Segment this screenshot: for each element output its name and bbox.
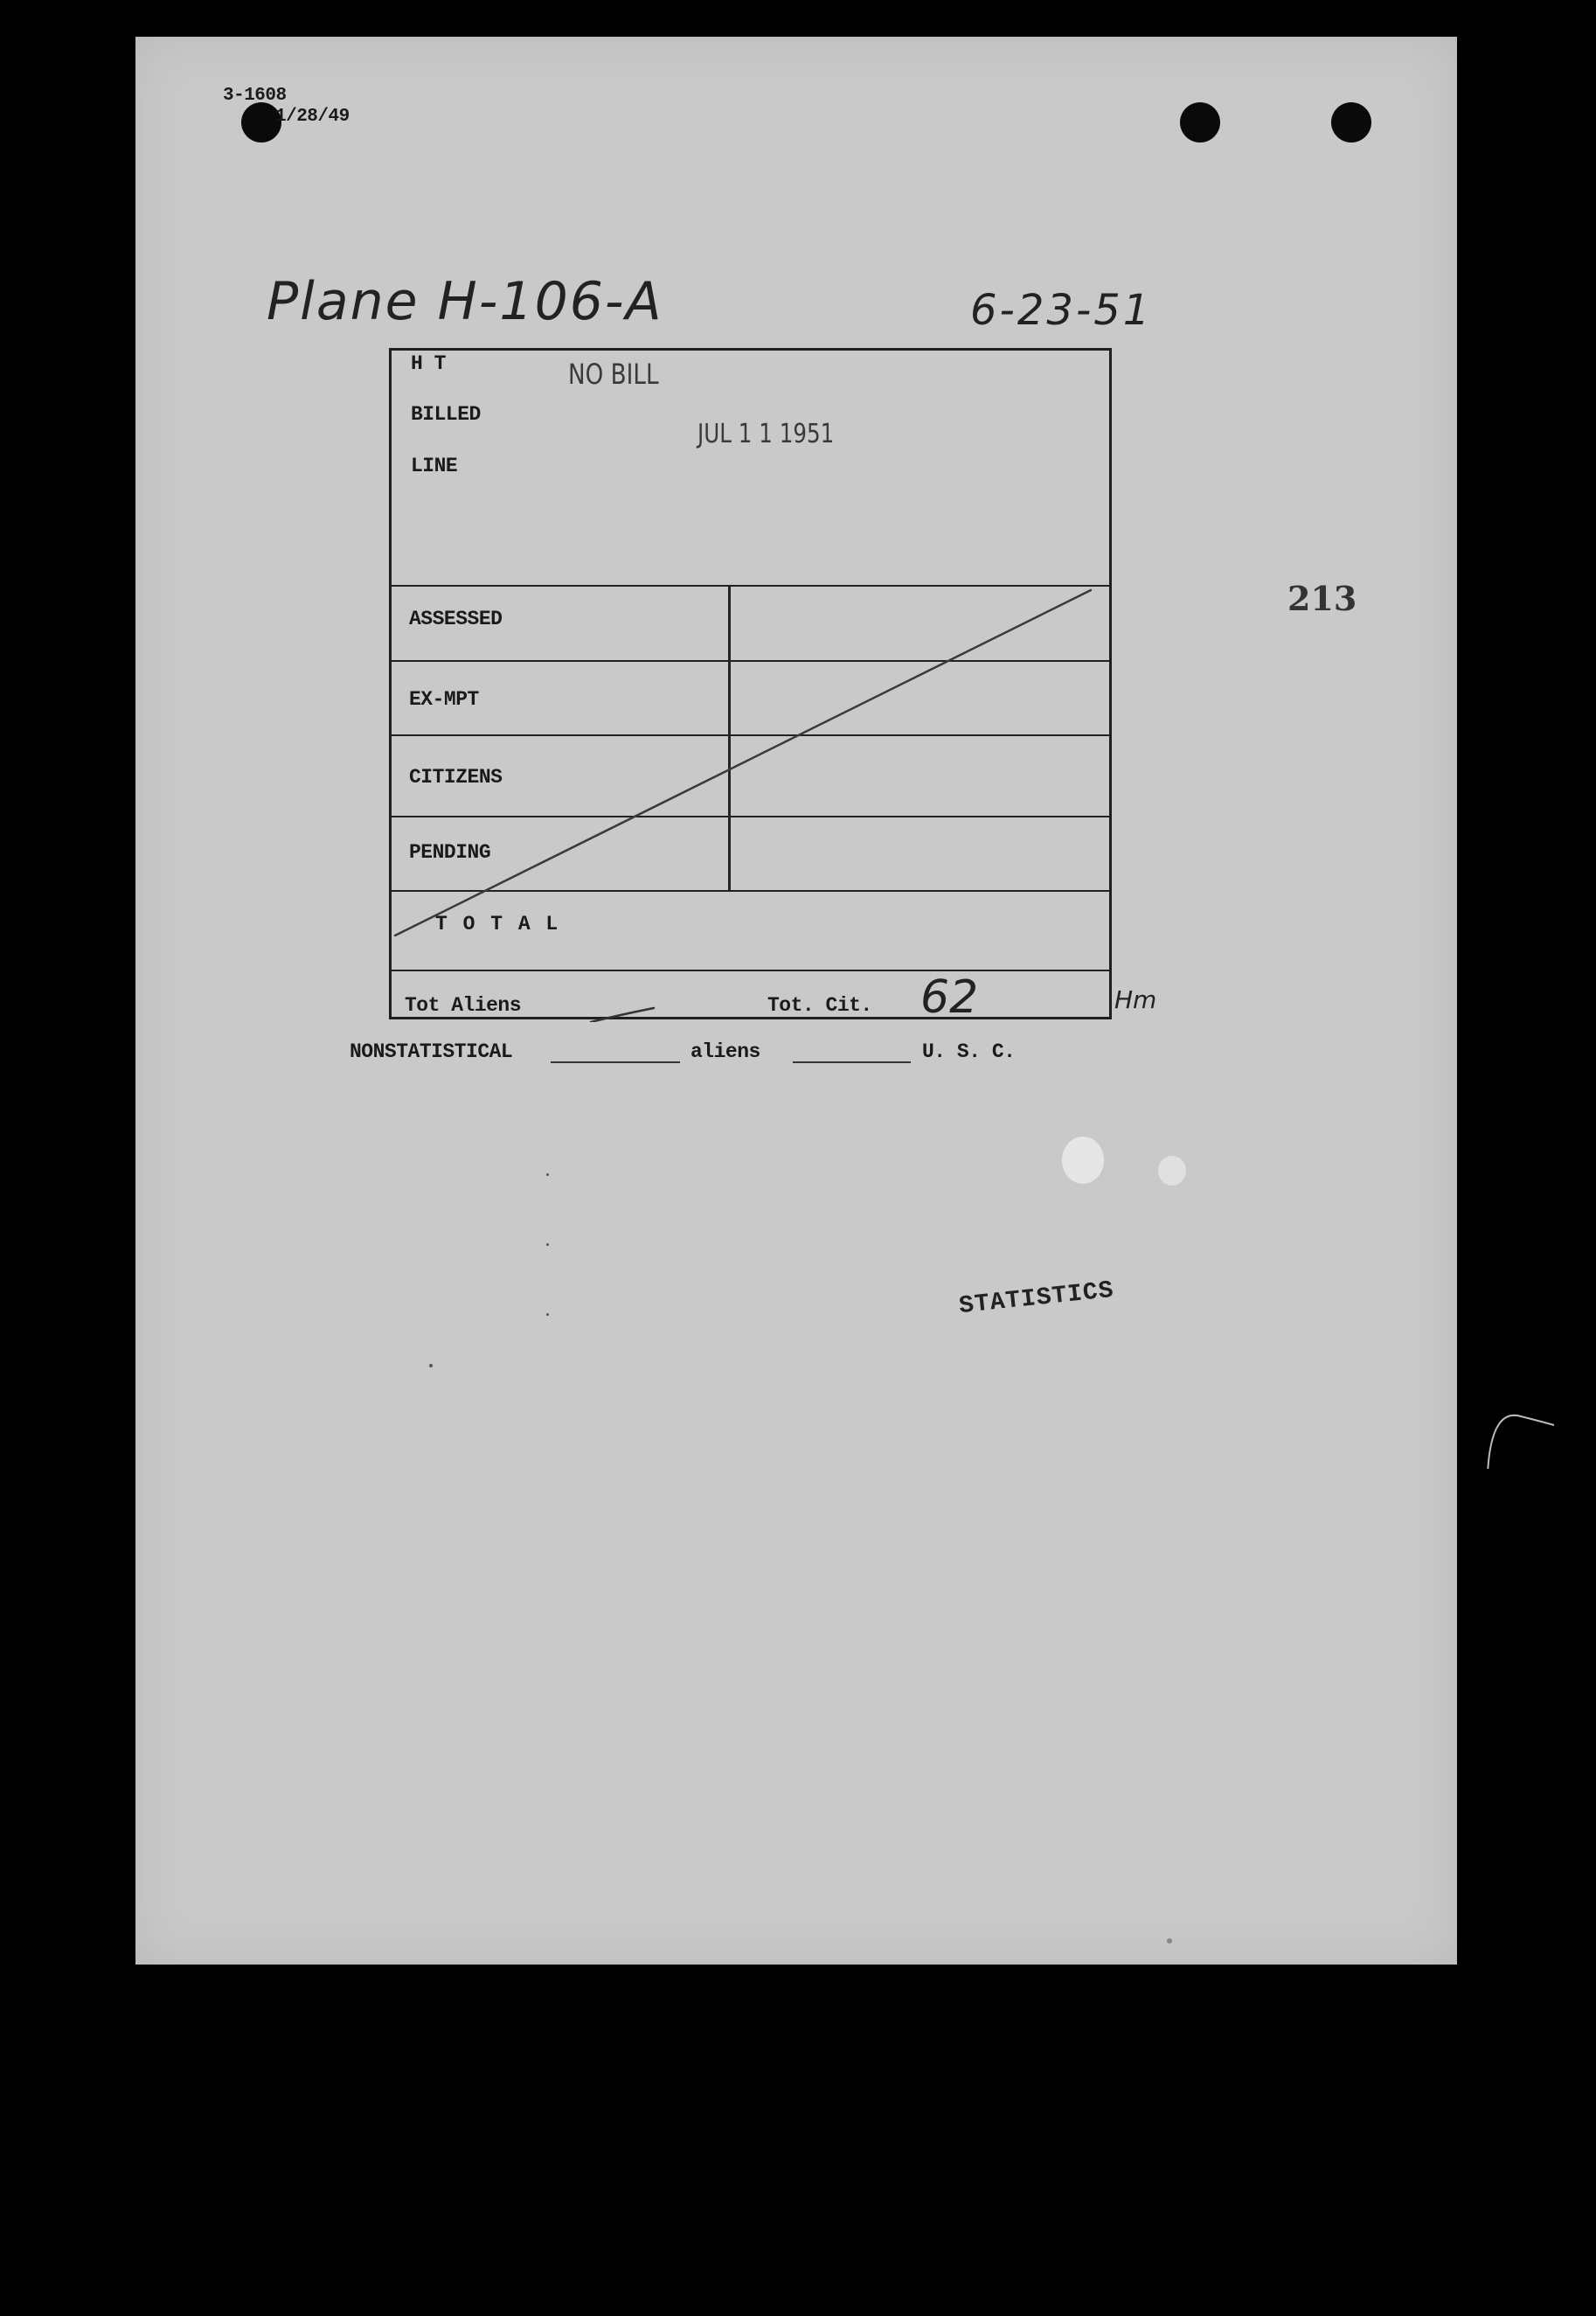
date-received-stamp: JUL 1 1 1951 xyxy=(697,419,835,449)
punch-hole-right-1 xyxy=(1180,102,1220,143)
label-citizens: CITIZENS xyxy=(409,766,503,789)
punch-hole-right-2 xyxy=(1331,102,1371,143)
label-nonstatistical: NONSTATISTICAL xyxy=(350,1040,513,1063)
document-page xyxy=(135,37,1457,1965)
ink-speck-1 xyxy=(546,1173,549,1176)
page-number: 213 xyxy=(1287,579,1357,618)
white-blotch-2 xyxy=(1158,1156,1186,1186)
statistics-form xyxy=(389,348,1112,1024)
label-tot-cit: Tot. Cit. xyxy=(767,994,872,1017)
label-exempt: EX-MPT xyxy=(409,688,479,711)
diagonal-strike-line xyxy=(392,351,1114,1022)
label-ht: H T xyxy=(411,352,446,375)
label-billed: BILLED xyxy=(411,403,481,426)
statistics-stamp: STATISTICS xyxy=(957,1276,1116,1321)
label-pending: PENDING xyxy=(409,841,491,864)
label-line: LINE xyxy=(411,455,458,477)
ink-speck-5 xyxy=(1167,1938,1172,1944)
label-aliens: aliens xyxy=(690,1040,760,1063)
form-revision-date: 1/28/49 xyxy=(275,107,350,127)
label-usc: U. S. C. xyxy=(922,1040,1016,1063)
ink-speck-2 xyxy=(546,1243,549,1246)
ink-speck-3 xyxy=(546,1313,549,1316)
label-assessed: ASSESSED xyxy=(409,608,503,630)
label-total: T O T A L xyxy=(435,913,560,935)
aliens-blank xyxy=(793,1061,911,1063)
white-blotch-1 xyxy=(1062,1137,1104,1184)
plane-number: Plane H-106-A xyxy=(267,271,663,332)
edge-curl-mark xyxy=(1486,1399,1556,1469)
handwritten-date: 6-23-51 xyxy=(970,286,1153,335)
form-number: 3-1608 xyxy=(223,86,287,106)
nonstatistical-blank xyxy=(551,1061,680,1063)
handwritten-initials: Hm xyxy=(1114,985,1157,1014)
ink-speck-4 xyxy=(429,1364,433,1367)
label-tot-aliens: Tot Aliens xyxy=(405,994,522,1017)
tot-cit-value: 62 xyxy=(920,971,979,1024)
no-bill-stamp: NO BILL xyxy=(568,358,659,391)
